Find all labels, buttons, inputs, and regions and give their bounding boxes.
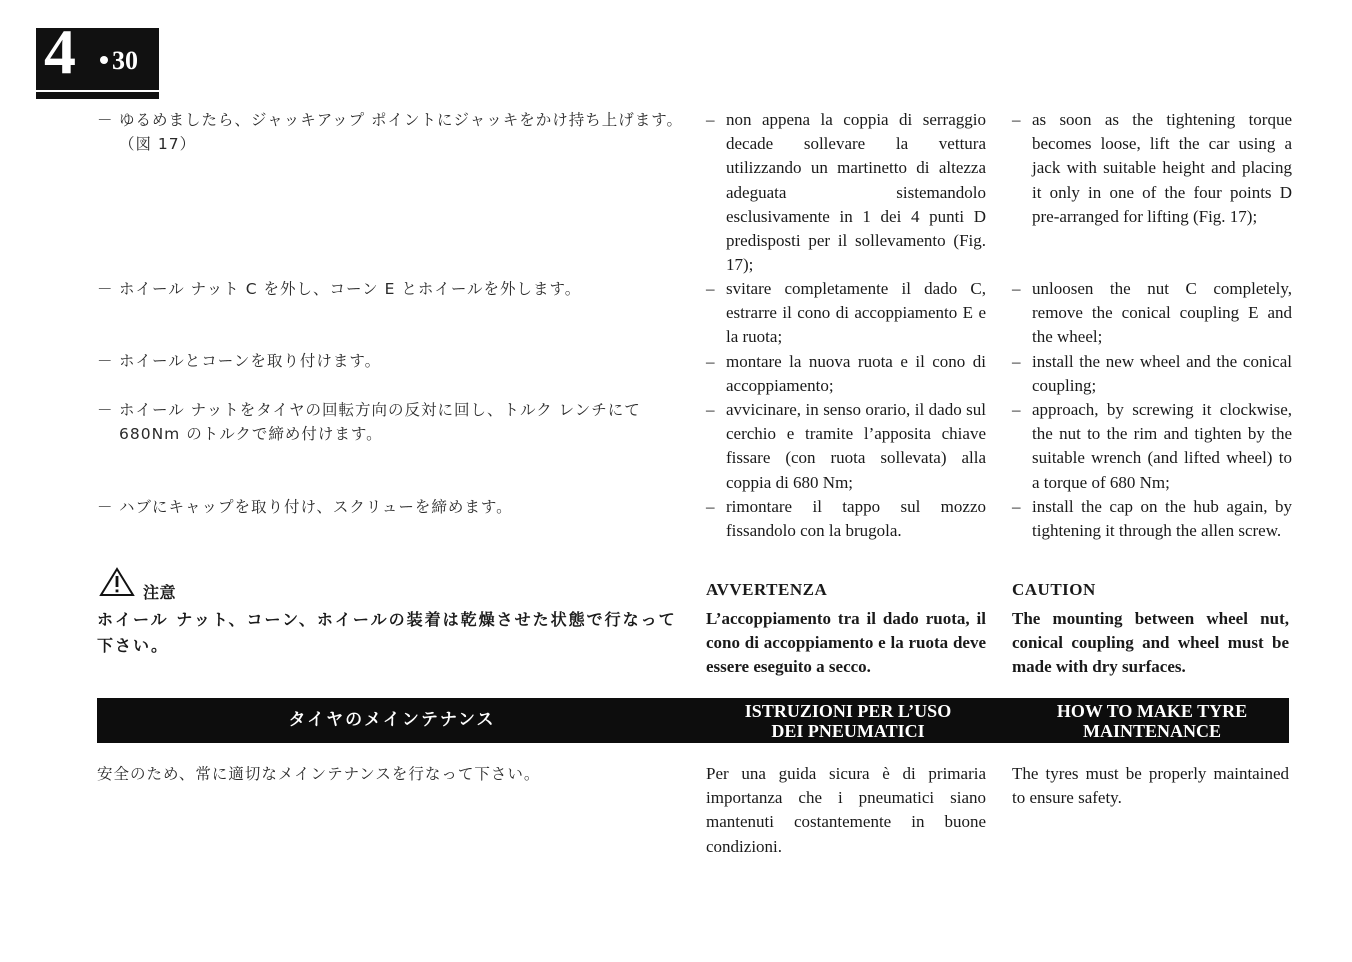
header-rule bbox=[36, 92, 159, 99]
section-header-bar bbox=[97, 698, 1289, 743]
chapter-number: 4 bbox=[44, 16, 76, 87]
page-number-badge bbox=[36, 16, 159, 90]
warning-triangle-icon bbox=[99, 567, 135, 597]
it-section-header-line2: DEI PNEUMATICI bbox=[771, 721, 925, 741]
it-step-4: – avvicinare, in senso orario, il dado sul cerchio e tramite l’apposita chiave fissare (con ruota sollevata) alla coppia di 680 Nm; bbox=[706, 400, 986, 492]
en-step-5: – install the cap on the hub again, by tightening it through the allen screw. bbox=[1012, 497, 1292, 541]
page-number: 30 bbox=[112, 46, 138, 75]
jp-step-2: － ホイール ナット C を外し、コーン E とホイールを外します。 bbox=[97, 280, 582, 298]
it-step-3: – montare la nuova ruota e il cono di accoppiamento; bbox=[706, 352, 986, 396]
en-section-header-line1: HOW TO MAKE TYRE bbox=[1056, 701, 1248, 721]
en-step-1: – as soon as the tightening torque becomes loose, lift the car using a jack with suitable height and placing it only in one of the four points D pre-arranged for lifting (Fig. 17); bbox=[1012, 110, 1292, 226]
it-intro: Per una guida sicura è di primaria importanza che i pneumatici siano mantenuti costantemente in buone condizioni. bbox=[706, 764, 986, 856]
it-section-header bbox=[706, 701, 990, 741]
it-step-5: – rimontare il tappo sul mozzo fissandolo con la brugola. bbox=[706, 497, 986, 541]
en-caution-body: The mounting between wheel nut, conical coupling and wheel must be made with dry surfaces. bbox=[1012, 609, 1289, 677]
jp-step-1: － ゆるめましたら、ジャッキアップ ポイントにジャッキをかけ持ち上げます。（図 17） bbox=[97, 111, 683, 154]
en-caution-title: CAUTION bbox=[1012, 580, 1096, 599]
jp-step-5: － ハブにキャップを取り付け、スクリューを締めます。 bbox=[97, 498, 513, 516]
jp-caution-title: 注意 bbox=[143, 583, 177, 602]
jp-caution-body: ホイール ナット、コーン、ホイールの装着は乾燥させた状態で行なって下さい。 bbox=[97, 610, 677, 655]
en-section-header bbox=[1009, 701, 1295, 741]
en-step-4: – approach, by screwing it clockwise, the nut to the rim and tighten by the suitable wrench (and lifted wheel) to a torque of 680 Nm; bbox=[1012, 400, 1292, 492]
it-section-header-line1: ISTRUZIONI PER L’USO bbox=[744, 701, 952, 721]
it-step-2: – svitare completamente il dado C, estrarre il cono di accoppiamento E e la ruota; bbox=[706, 279, 986, 347]
jp-step-4: － ホイール ナットをタイヤの回転方向の反対に回し、トルク レンチにて 680Nm のトルクで締め付けます。 bbox=[97, 401, 641, 444]
jp-step-3: － ホイールとコーンを取り付けます。 bbox=[97, 352, 382, 370]
it-step-1: – non appena la coppia di serraggio decade sollevare la vettura utilizzando un martinetto di altezza adeguata sistemandolo esclusivamente in 1 dei 4 punti D predisposti per il sollevamento (Fig. 17); bbox=[706, 110, 986, 275]
badge-dot bbox=[100, 56, 108, 64]
en-step-2: – unloosen the nut C completely, remove the conical coupling E and the wheel; bbox=[1012, 279, 1292, 347]
it-caution-title: AVVERTENZA bbox=[706, 580, 828, 599]
jp-intro: 安全のため、常に適切なメインテナンスを行なって下さい。 bbox=[97, 765, 541, 783]
it-caution-body: L’accoppiamento tra il dado ruota, il cono di accoppiamento e la ruota deve essere eseguito a secco. bbox=[706, 609, 986, 677]
en-intro: The tyres must be properly maintained to ensure safety. bbox=[1012, 764, 1289, 808]
en-section-header-line2: MAINTENANCE bbox=[1082, 721, 1221, 741]
en-step-3: – install the new wheel and the conical coupling; bbox=[1012, 352, 1292, 396]
jp-section-header: タイヤのメインテナンス bbox=[288, 710, 496, 730]
